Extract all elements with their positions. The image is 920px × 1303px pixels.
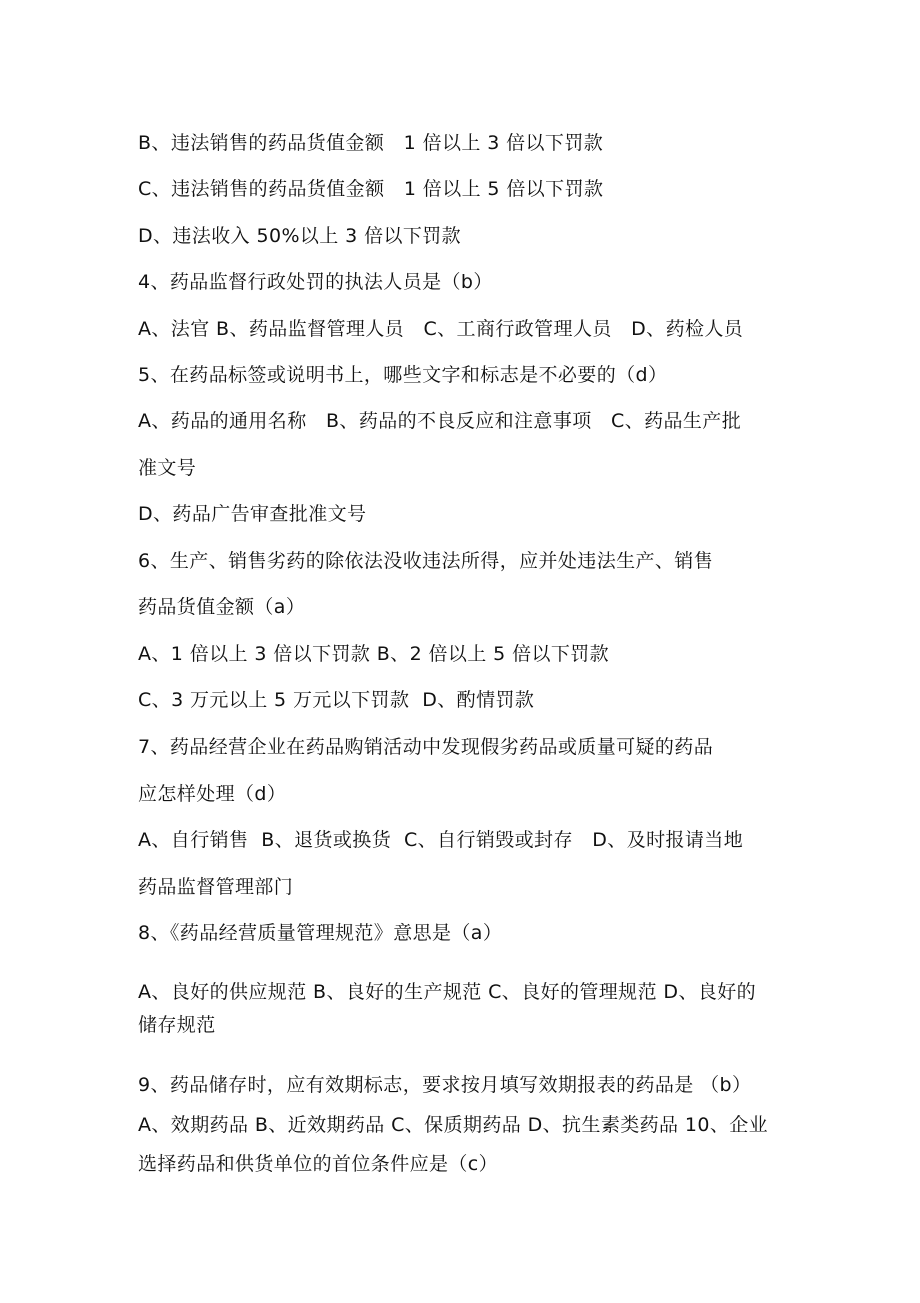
question-line: 8、《药品经营质量管理规范》意思是（a） (138, 922, 503, 944)
text-line: 药品货值金额（a） (138, 596, 306, 618)
question-line: 7、药品经营企业在药品购销活动中发现假劣药品或质量可疑的药品 (138, 736, 714, 758)
question-line: 6、生产、销售劣药的除依法没收违法所得，应并处违法生产、销售 (138, 550, 714, 572)
text-line: 选择药品和供货单位的首位条件应是（c） (138, 1153, 499, 1175)
text-line: C、3 万元以上 5 万元以下罚款 D、酌情罚款 (138, 689, 535, 711)
text-line: 应怎样处理（d） (138, 783, 287, 805)
text-line: C、违法销售的药品货值金额 1 倍以上 5 倍以下罚款 (138, 178, 604, 200)
text-line: D、违法收入 50%以上 3 倍以下罚款 (138, 225, 462, 247)
text-line: 药品监督管理部门 (138, 876, 294, 898)
text-line: A、良好的供应规范 B、良好的生产规范 C、良好的管理规范 D、良好的 (138, 981, 757, 1003)
question-line: 9、药品储存时，应有效期标志，要求按月填写效期报表的药品是 （b） (138, 1074, 752, 1096)
text-line: A、药品的通用名称 B、药品的不良反应和注意事项 C、药品生产批 (138, 410, 742, 432)
question-line: 4、药品监督行政处罚的执法人员是（b） (138, 271, 493, 293)
text-line: D、药品广告审查批准文号 (138, 503, 367, 525)
text-line: A、自行销售 B、退货或换货 C、自行销毁或封存 D、及时报请当地 (138, 829, 744, 851)
text-line: 准文号 (138, 457, 197, 479)
text-line: A、1 倍以上 3 倍以下罚款 B、2 倍以上 5 倍以下罚款 (138, 643, 610, 665)
text-line: A、效期药品 B、近效期药品 C、保质期药品 D、抗生素类药品 10、企业 (138, 1114, 769, 1136)
text-line: 储存规范 (138, 1014, 216, 1036)
text-line: A、法官 B、药品监督管理人员 C、工商行政管理人员 D、药检人员 (138, 318, 744, 340)
text-line: B、违法销售的药品货值金额 1 倍以上 3 倍以下罚款 (138, 132, 604, 154)
question-line: 5、在药品标签或说明书上，哪些文字和标志是不必要的（d） (138, 364, 668, 386)
